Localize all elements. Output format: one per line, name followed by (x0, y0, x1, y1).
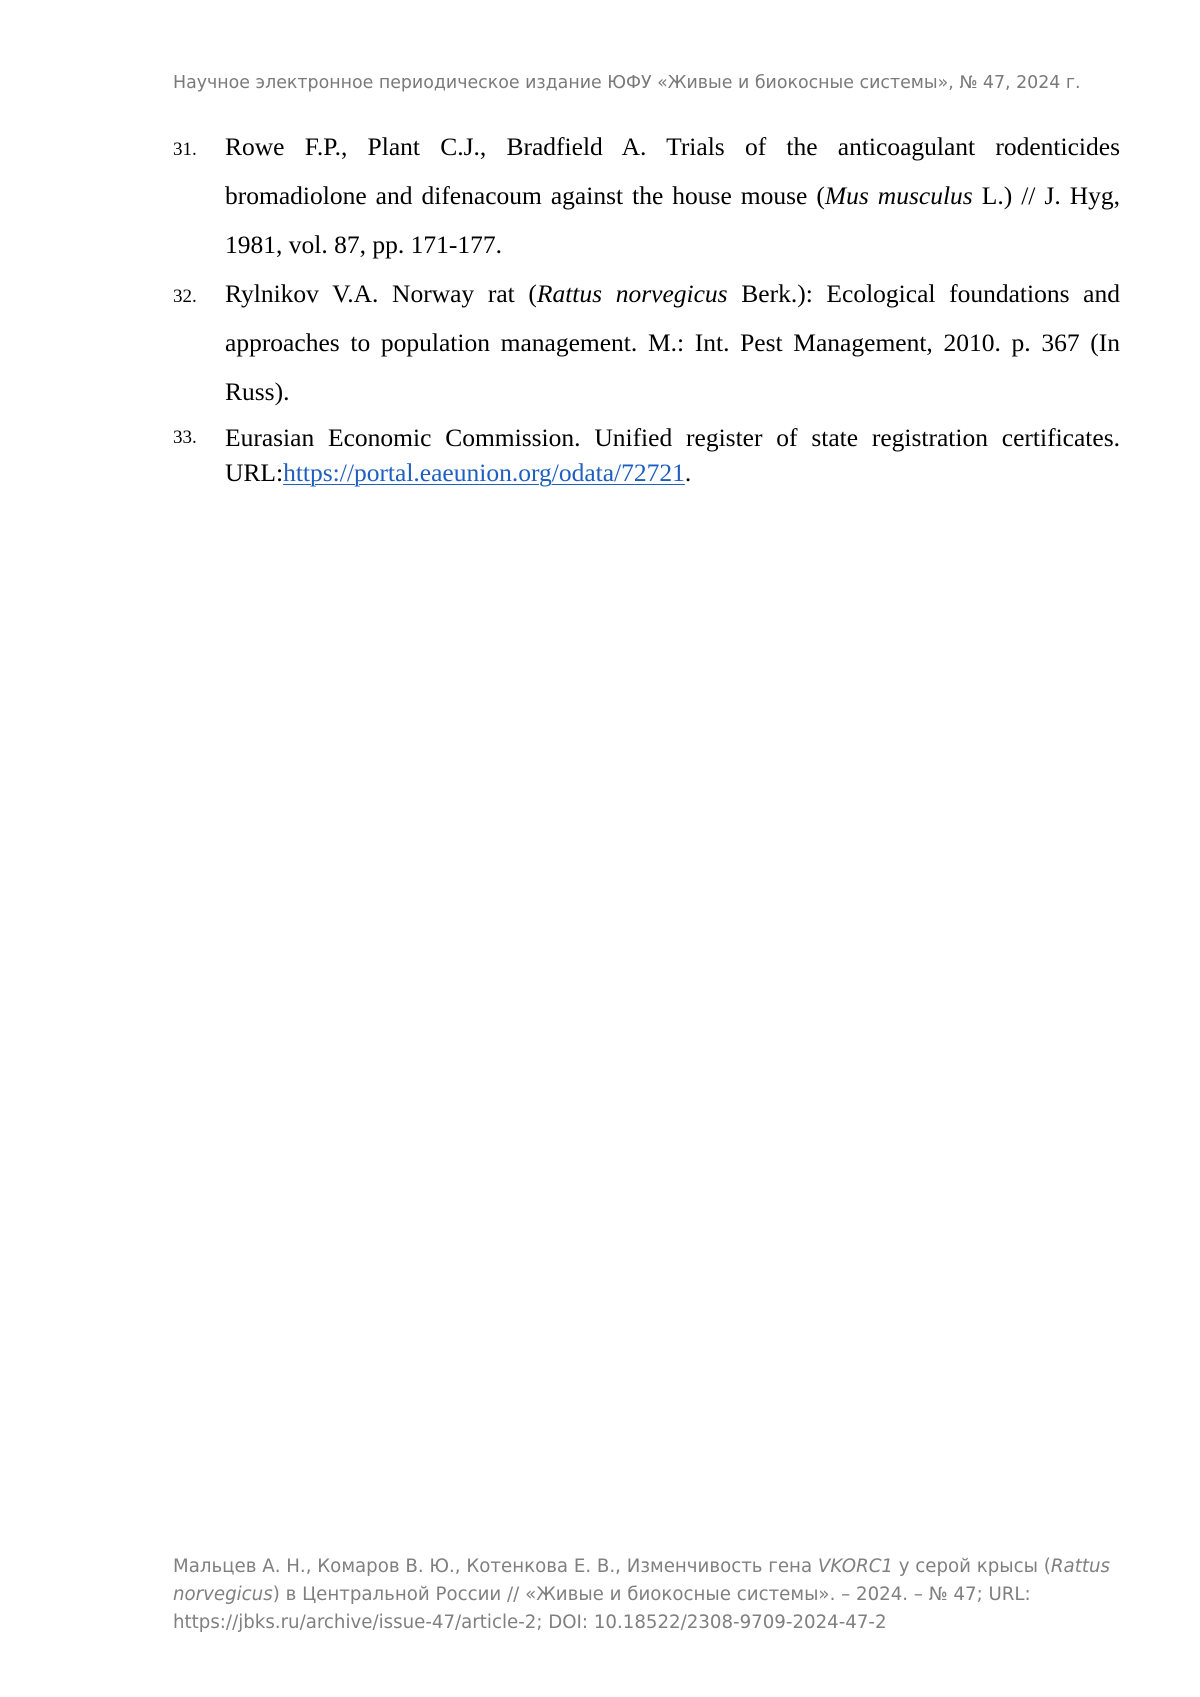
reference-item-32 (173, 269, 1120, 416)
reference-text: Berk.): Ecological foundations and approaches to population management. M.: Int. Pest Management, 2010. p. 367 (In Russ). (225, 279, 1120, 406)
footer-text: ) в Центральной России // «Живые и биокосные системы». – 2024. – № 47; URL: https://jbks.ru/archive/issue-47/article-2; DOI: 10.18522/2308-9709-2024-47-2 (173, 1584, 1031, 1633)
species-name: Mus musculus (824, 181, 973, 210)
gene-name: VKORC1 (817, 1556, 893, 1577)
species-name: Rattus norvegicus (536, 279, 728, 308)
species-name: Rattus norvegicus (173, 1556, 1110, 1605)
footer-text: Мальцев А. Н., Комаров В. Ю., Котенкова Е. В., Изменчивость гена (173, 1556, 818, 1577)
reference-number: 32. (173, 286, 197, 307)
citation-footer (173, 1553, 1133, 1637)
reference-item-33 (173, 420, 1120, 490)
reference-text: Rowe F.P., Plant C.J., Bradfield A. Trials of the anticoagulant rodenticides bromadiolone and difenacoum against the house mouse ( (225, 132, 1120, 210)
reference-number: 33. (173, 427, 197, 448)
reference-list (173, 122, 1120, 490)
reference-text: L.) // J. Hyg, 1981, vol. 87, pp. 171-177. (225, 181, 1120, 259)
reference-text: Eurasian Economic Commission. Unified register of state registration certificates. URL: (225, 423, 1120, 487)
reference-url-link[interactable]: https://portal.eaeunion.org/odata/72721 (283, 458, 685, 487)
running-header: Научное электронное периодическое издание ЮФУ «Живые и биокосные системы», № 47, 2024 г. (173, 73, 1081, 93)
reference-item-31 (173, 122, 1120, 269)
reference-number: 31. (173, 139, 197, 160)
footer-text: у серой крысы ( (892, 1556, 1051, 1577)
reference-text: Rylnikov V.A. Norway rat ( (225, 279, 537, 308)
reference-text: . (684, 458, 692, 487)
